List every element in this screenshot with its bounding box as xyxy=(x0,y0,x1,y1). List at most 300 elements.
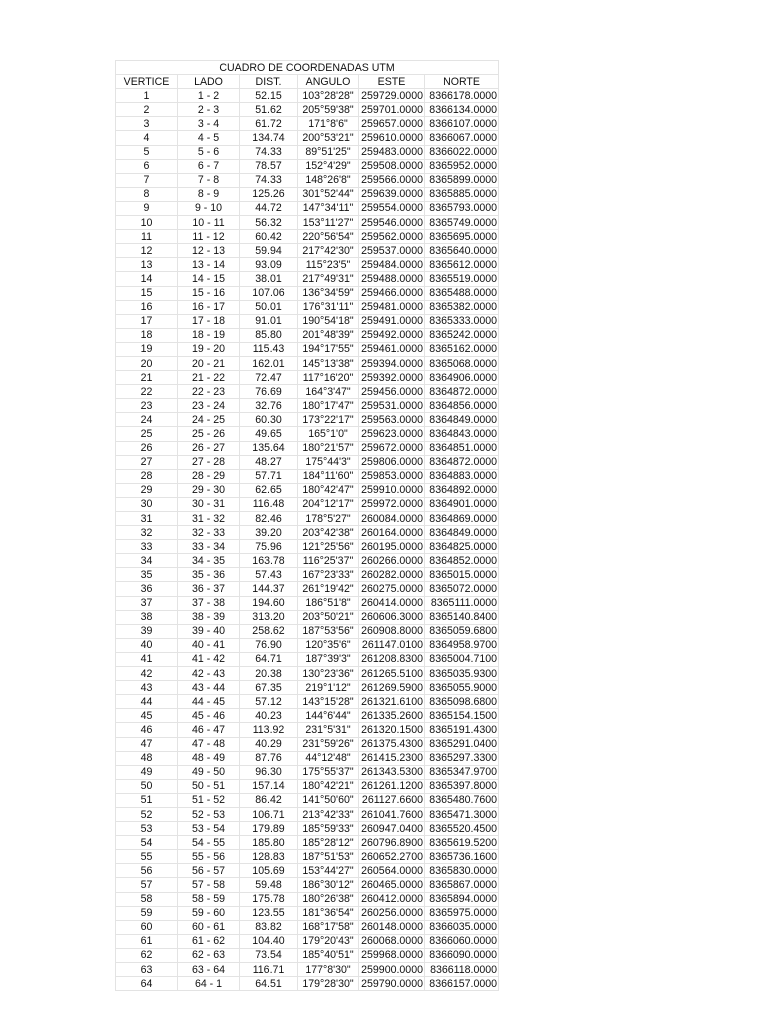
vertice-cell: 33 xyxy=(116,540,178,554)
angulo-cell: 173°22'17" xyxy=(298,413,359,427)
norte-cell: 8365894.0000 xyxy=(425,892,499,906)
vertice-cell: 4 xyxy=(116,131,178,145)
table-row xyxy=(116,427,499,441)
table-row xyxy=(116,836,499,850)
dist-cell: 72.47 xyxy=(240,371,298,385)
lado-cell: 51 - 52 xyxy=(178,793,240,807)
angulo-cell: 185°59'33" xyxy=(298,822,359,836)
norte-cell: 8366067.0000 xyxy=(425,131,499,145)
vertice-cell: 35 xyxy=(116,568,178,582)
angulo-cell: 117°16'20" xyxy=(298,371,359,385)
este-cell: 259483.0000 xyxy=(359,145,425,159)
dist-cell: 116.48 xyxy=(240,497,298,511)
este-cell: 259531.0000 xyxy=(359,399,425,413)
norte-cell: 8364872.0000 xyxy=(425,385,499,399)
norte-cell: 8365162.0000 xyxy=(425,342,499,356)
este-cell: 259623.0000 xyxy=(359,427,425,441)
norte-cell: 8365867.0000 xyxy=(425,878,499,892)
angulo-cell: 130°23'36" xyxy=(298,667,359,681)
lado-cell: 28 - 29 xyxy=(178,469,240,483)
dist-cell: 258.62 xyxy=(240,624,298,638)
vertice-cell: 57 xyxy=(116,878,178,892)
norte-cell: 8366157.0000 xyxy=(425,977,499,991)
vertice-cell: 31 xyxy=(116,512,178,526)
lado-cell: 46 - 47 xyxy=(178,723,240,737)
este-cell: 259488.0000 xyxy=(359,272,425,286)
table-row xyxy=(116,554,499,568)
angulo-cell: 180°42'21" xyxy=(298,779,359,793)
lado-cell: 56 - 57 xyxy=(178,864,240,878)
dist-cell: 162.01 xyxy=(240,356,298,370)
lado-cell: 11 - 12 xyxy=(178,230,240,244)
angulo-cell: 186°30'12" xyxy=(298,878,359,892)
angulo-cell: 141°50'60" xyxy=(298,793,359,807)
lado-cell: 38 - 39 xyxy=(178,610,240,624)
dist-cell: 175.78 xyxy=(240,892,298,906)
header-vertice: VERTICE xyxy=(116,75,178,89)
angulo-cell: 176°31'11" xyxy=(298,300,359,314)
dist-cell: 74.33 xyxy=(240,145,298,159)
table-row xyxy=(116,216,499,230)
vertice-cell: 59 xyxy=(116,906,178,920)
dist-cell: 73.54 xyxy=(240,948,298,962)
norte-cell: 8364849.0000 xyxy=(425,413,499,427)
dist-cell: 163.78 xyxy=(240,554,298,568)
lado-cell: 37 - 38 xyxy=(178,596,240,610)
lado-cell: 44 - 45 xyxy=(178,695,240,709)
table-row xyxy=(116,512,499,526)
lado-cell: 62 - 63 xyxy=(178,948,240,962)
este-cell: 261147.0100 xyxy=(359,638,425,652)
lado-cell: 6 - 7 xyxy=(178,159,240,173)
este-cell: 260164.0000 xyxy=(359,526,425,540)
vertice-cell: 3 xyxy=(116,117,178,131)
este-cell: 259456.0000 xyxy=(359,385,425,399)
este-cell: 259554.0000 xyxy=(359,201,425,215)
vertice-cell: 34 xyxy=(116,554,178,568)
dist-cell: 86.42 xyxy=(240,793,298,807)
vertice-cell: 25 xyxy=(116,427,178,441)
norte-cell: 8365480.7600 xyxy=(425,793,499,807)
lado-cell: 5 - 6 xyxy=(178,145,240,159)
norte-cell: 8366107.0000 xyxy=(425,117,499,131)
table-row xyxy=(116,201,499,215)
norte-cell: 8365072.0000 xyxy=(425,582,499,596)
lado-cell: 7 - 8 xyxy=(178,173,240,187)
norte-cell: 8365519.0000 xyxy=(425,272,499,286)
este-cell: 259562.0000 xyxy=(359,230,425,244)
vertice-cell: 51 xyxy=(116,793,178,807)
este-cell: 260266.0000 xyxy=(359,554,425,568)
este-cell: 261269.5900 xyxy=(359,681,425,695)
angulo-cell: 186°51'8" xyxy=(298,596,359,610)
este-cell: 259972.0000 xyxy=(359,497,425,511)
table-header-row xyxy=(116,75,499,89)
vertice-cell: 46 xyxy=(116,723,178,737)
dist-cell: 40.29 xyxy=(240,737,298,751)
norte-cell: 8365333.0000 xyxy=(425,314,499,328)
table-row xyxy=(116,892,499,906)
lado-cell: 31 - 32 xyxy=(178,512,240,526)
dist-cell: 48.27 xyxy=(240,455,298,469)
vertice-cell: 16 xyxy=(116,300,178,314)
angulo-cell: 175°55'37" xyxy=(298,765,359,779)
angulo-cell: 205°59'38" xyxy=(298,103,359,117)
norte-cell: 8365830.0000 xyxy=(425,864,499,878)
norte-cell: 8364872.0000 xyxy=(425,455,499,469)
angulo-cell: 187°53'56" xyxy=(298,624,359,638)
dist-cell: 51.62 xyxy=(240,103,298,117)
este-cell: 260652.2700 xyxy=(359,850,425,864)
dist-cell: 104.40 xyxy=(240,934,298,948)
angulo-cell: 190°54'18" xyxy=(298,314,359,328)
angulo-cell: 178°5'27" xyxy=(298,512,359,526)
angulo-cell: 179°28'30" xyxy=(298,977,359,991)
angulo-cell: 152°4'29" xyxy=(298,159,359,173)
dist-cell: 52.15 xyxy=(240,89,298,103)
table-row xyxy=(116,638,499,652)
angulo-cell: 180°17'47" xyxy=(298,399,359,413)
vertice-cell: 14 xyxy=(116,272,178,286)
table-row xyxy=(116,356,499,370)
vertice-cell: 9 xyxy=(116,201,178,215)
dist-cell: 56.32 xyxy=(240,216,298,230)
este-cell: 259806.0000 xyxy=(359,455,425,469)
lado-cell: 36 - 37 xyxy=(178,582,240,596)
dist-cell: 38.01 xyxy=(240,272,298,286)
table-row xyxy=(116,850,499,864)
table-title-row xyxy=(116,61,499,75)
dist-cell: 67.35 xyxy=(240,681,298,695)
vertice-cell: 15 xyxy=(116,286,178,300)
norte-cell: 8365191.4300 xyxy=(425,723,499,737)
table-row xyxy=(116,314,499,328)
table-row xyxy=(116,385,499,399)
lado-cell: 29 - 30 xyxy=(178,483,240,497)
dist-cell: 40.23 xyxy=(240,709,298,723)
vertice-cell: 60 xyxy=(116,920,178,934)
table-row xyxy=(116,596,499,610)
norte-cell: 8364892.0000 xyxy=(425,483,499,497)
vertice-cell: 8 xyxy=(116,187,178,201)
lado-cell: 34 - 35 xyxy=(178,554,240,568)
table-row xyxy=(116,568,499,582)
lado-cell: 59 - 60 xyxy=(178,906,240,920)
table-row xyxy=(116,977,499,991)
vertice-cell: 41 xyxy=(116,652,178,666)
dist-cell: 91.01 xyxy=(240,314,298,328)
vertice-cell: 40 xyxy=(116,638,178,652)
table-row xyxy=(116,441,499,455)
dist-cell: 57.43 xyxy=(240,568,298,582)
table-row xyxy=(116,342,499,356)
dist-cell: 116.71 xyxy=(240,963,298,977)
norte-cell: 8366060.0000 xyxy=(425,934,499,948)
este-cell: 259546.0000 xyxy=(359,216,425,230)
table-row xyxy=(116,131,499,145)
este-cell: 259392.0000 xyxy=(359,371,425,385)
dist-cell: 93.09 xyxy=(240,258,298,272)
dist-cell: 125.26 xyxy=(240,187,298,201)
norte-cell: 8365736.1600 xyxy=(425,850,499,864)
este-cell: 259537.0000 xyxy=(359,244,425,258)
table-row xyxy=(116,709,499,723)
norte-cell: 8364869.0000 xyxy=(425,512,499,526)
vertice-cell: 7 xyxy=(116,173,178,187)
dist-cell: 59.48 xyxy=(240,878,298,892)
este-cell: 261208.8300 xyxy=(359,652,425,666)
este-cell: 261335.2600 xyxy=(359,709,425,723)
table-row xyxy=(116,258,499,272)
table-row xyxy=(116,469,499,483)
dist-cell: 32.76 xyxy=(240,399,298,413)
lado-cell: 64 - 1 xyxy=(178,977,240,991)
vertice-cell: 56 xyxy=(116,864,178,878)
angulo-cell: 187°51'53" xyxy=(298,850,359,864)
header-este: ESTE xyxy=(359,75,425,89)
vertice-cell: 58 xyxy=(116,892,178,906)
dist-cell: 128.83 xyxy=(240,850,298,864)
table-row xyxy=(116,244,499,258)
norte-cell: 8366035.0000 xyxy=(425,920,499,934)
dist-cell: 87.76 xyxy=(240,751,298,765)
vertice-cell: 1 xyxy=(116,89,178,103)
vertice-cell: 24 xyxy=(116,413,178,427)
angulo-cell: 217°42'30" xyxy=(298,244,359,258)
lado-cell: 23 - 24 xyxy=(178,399,240,413)
lado-cell: 60 - 61 xyxy=(178,920,240,934)
lado-cell: 47 - 48 xyxy=(178,737,240,751)
angulo-cell: 217°49'31" xyxy=(298,272,359,286)
vertice-cell: 6 xyxy=(116,159,178,173)
norte-cell: 8365695.0000 xyxy=(425,230,499,244)
table-row xyxy=(116,399,499,413)
table-row xyxy=(116,822,499,836)
angulo-cell: 144°6'44" xyxy=(298,709,359,723)
este-cell: 260256.0000 xyxy=(359,906,425,920)
norte-cell: 8364906.0000 xyxy=(425,371,499,385)
este-cell: 259968.0000 xyxy=(359,948,425,962)
dist-cell: 76.69 xyxy=(240,385,298,399)
angulo-cell: 179°20'43" xyxy=(298,934,359,948)
vertice-cell: 37 xyxy=(116,596,178,610)
lado-cell: 20 - 21 xyxy=(178,356,240,370)
table-row xyxy=(116,751,499,765)
lado-cell: 14 - 15 xyxy=(178,272,240,286)
norte-cell: 8364843.0000 xyxy=(425,427,499,441)
angulo-cell: 148°26'8" xyxy=(298,173,359,187)
angulo-cell: 165°1'0" xyxy=(298,427,359,441)
norte-cell: 8364851.0000 xyxy=(425,441,499,455)
lado-cell: 57 - 58 xyxy=(178,878,240,892)
norte-cell: 8365055.9000 xyxy=(425,681,499,695)
table-row xyxy=(116,328,499,342)
lado-cell: 25 - 26 xyxy=(178,427,240,441)
norte-cell: 8364856.0000 xyxy=(425,399,499,413)
este-cell: 260606.3000 xyxy=(359,610,425,624)
table-row xyxy=(116,610,499,624)
table-row xyxy=(116,526,499,540)
vertice-cell: 64 xyxy=(116,977,178,991)
table-row xyxy=(116,173,499,187)
norte-cell: 8365035.9300 xyxy=(425,667,499,681)
norte-cell: 8364849.0000 xyxy=(425,526,499,540)
este-cell: 260084.0000 xyxy=(359,512,425,526)
dist-cell: 60.42 xyxy=(240,230,298,244)
norte-cell: 8365068.0000 xyxy=(425,356,499,370)
angulo-cell: 168°17'58" xyxy=(298,920,359,934)
angulo-cell: 147°34'11" xyxy=(298,201,359,215)
vertice-cell: 39 xyxy=(116,624,178,638)
norte-cell: 8366090.0000 xyxy=(425,948,499,962)
lado-cell: 26 - 27 xyxy=(178,441,240,455)
este-cell: 259484.0000 xyxy=(359,258,425,272)
header-dist: DIST. xyxy=(240,75,298,89)
lado-cell: 55 - 56 xyxy=(178,850,240,864)
utm-coordinates-document xyxy=(115,60,498,991)
dist-cell: 74.33 xyxy=(240,173,298,187)
este-cell: 260068.0000 xyxy=(359,934,425,948)
angulo-cell: 180°26'38" xyxy=(298,892,359,906)
norte-cell: 8364958.9700 xyxy=(425,638,499,652)
table-row xyxy=(116,779,499,793)
lado-cell: 8 - 9 xyxy=(178,187,240,201)
este-cell: 261375.4300 xyxy=(359,737,425,751)
table-row xyxy=(116,483,499,497)
angulo-cell: 184°11'60" xyxy=(298,469,359,483)
angulo-cell: 136°34'59" xyxy=(298,286,359,300)
este-cell: 260195.0000 xyxy=(359,540,425,554)
table-row xyxy=(116,159,499,173)
angulo-cell: 185°28'12" xyxy=(298,836,359,850)
angulo-cell: 181°36'54" xyxy=(298,906,359,920)
este-cell: 259566.0000 xyxy=(359,173,425,187)
norte-cell: 8365382.0000 xyxy=(425,300,499,314)
norte-cell: 8365098.6800 xyxy=(425,695,499,709)
dist-cell: 106.71 xyxy=(240,807,298,821)
dist-cell: 194.60 xyxy=(240,596,298,610)
este-cell: 261415.2300 xyxy=(359,751,425,765)
vertice-cell: 55 xyxy=(116,850,178,864)
dist-cell: 20.38 xyxy=(240,667,298,681)
vertice-cell: 43 xyxy=(116,681,178,695)
este-cell: 259481.0000 xyxy=(359,300,425,314)
angulo-cell: 89°51'25" xyxy=(298,145,359,159)
dist-cell: 83.82 xyxy=(240,920,298,934)
vertice-cell: 45 xyxy=(116,709,178,723)
norte-cell: 8365975.0000 xyxy=(425,906,499,920)
vertice-cell: 27 xyxy=(116,455,178,469)
norte-cell: 8365899.0000 xyxy=(425,173,499,187)
norte-cell: 8364852.0000 xyxy=(425,554,499,568)
norte-cell: 8364825.0000 xyxy=(425,540,499,554)
angulo-cell: 175°44'3" xyxy=(298,455,359,469)
angulo-cell: 121°25'56" xyxy=(298,540,359,554)
norte-cell: 8364883.0000 xyxy=(425,469,499,483)
lado-cell: 17 - 18 xyxy=(178,314,240,328)
table-row xyxy=(116,103,499,117)
este-cell: 260282.0000 xyxy=(359,568,425,582)
table-row xyxy=(116,413,499,427)
table-row xyxy=(116,540,499,554)
este-cell: 259492.0000 xyxy=(359,328,425,342)
norte-cell: 8365297.3300 xyxy=(425,751,499,765)
vertice-cell: 29 xyxy=(116,483,178,497)
dist-cell: 157.14 xyxy=(240,779,298,793)
dist-cell: 115.43 xyxy=(240,342,298,356)
angulo-cell: 103°28'28" xyxy=(298,89,359,103)
header-angulo: ANGULO xyxy=(298,75,359,89)
este-cell: 261321.6100 xyxy=(359,695,425,709)
vertice-cell: 49 xyxy=(116,765,178,779)
este-cell: 259639.0000 xyxy=(359,187,425,201)
norte-cell: 8366134.0000 xyxy=(425,103,499,117)
vertice-cell: 48 xyxy=(116,751,178,765)
angulo-cell: 164°3'47" xyxy=(298,385,359,399)
lado-cell: 39 - 40 xyxy=(178,624,240,638)
angulo-cell: 201°48'39" xyxy=(298,328,359,342)
norte-cell: 8365471.3000 xyxy=(425,807,499,821)
lado-cell: 16 - 17 xyxy=(178,300,240,314)
angulo-cell: 200°53'21" xyxy=(298,131,359,145)
lado-cell: 30 - 31 xyxy=(178,497,240,511)
este-cell: 259657.0000 xyxy=(359,117,425,131)
angulo-cell: 301°52'44" xyxy=(298,187,359,201)
dist-cell: 49.65 xyxy=(240,427,298,441)
lado-cell: 13 - 14 xyxy=(178,258,240,272)
angulo-cell: 219°1'12" xyxy=(298,681,359,695)
angulo-cell: 180°21'57" xyxy=(298,441,359,455)
table-row xyxy=(116,272,499,286)
lado-cell: 24 - 25 xyxy=(178,413,240,427)
vertice-cell: 62 xyxy=(116,948,178,962)
vertice-cell: 61 xyxy=(116,934,178,948)
lado-cell: 54 - 55 xyxy=(178,836,240,850)
angulo-cell: 180°42'47" xyxy=(298,483,359,497)
lado-cell: 49 - 50 xyxy=(178,765,240,779)
angulo-cell: 171°8'6" xyxy=(298,117,359,131)
este-cell: 259853.0000 xyxy=(359,469,425,483)
lado-cell: 61 - 62 xyxy=(178,934,240,948)
lado-cell: 2 - 3 xyxy=(178,103,240,117)
dist-cell: 78.57 xyxy=(240,159,298,173)
table-row xyxy=(116,948,499,962)
lado-cell: 19 - 20 xyxy=(178,342,240,356)
dist-cell: 123.55 xyxy=(240,906,298,920)
vertice-cell: 12 xyxy=(116,244,178,258)
este-cell: 259491.0000 xyxy=(359,314,425,328)
angulo-cell: 153°44'27" xyxy=(298,864,359,878)
vertice-cell: 5 xyxy=(116,145,178,159)
dist-cell: 105.69 xyxy=(240,864,298,878)
header-norte: NORTE xyxy=(425,75,499,89)
lado-cell: 9 - 10 xyxy=(178,201,240,215)
vertice-cell: 44 xyxy=(116,695,178,709)
este-cell: 259466.0000 xyxy=(359,286,425,300)
dist-cell: 185.80 xyxy=(240,836,298,850)
este-cell: 260796.8900 xyxy=(359,836,425,850)
table-row xyxy=(116,793,499,807)
dist-cell: 179.89 xyxy=(240,822,298,836)
vertice-cell: 50 xyxy=(116,779,178,793)
dist-cell: 39.20 xyxy=(240,526,298,540)
norte-cell: 8365111.0000 xyxy=(425,596,499,610)
norte-cell: 8365242.0000 xyxy=(425,328,499,342)
table-row xyxy=(116,695,499,709)
vertice-cell: 2 xyxy=(116,103,178,117)
dist-cell: 113.92 xyxy=(240,723,298,737)
table-row xyxy=(116,582,499,596)
